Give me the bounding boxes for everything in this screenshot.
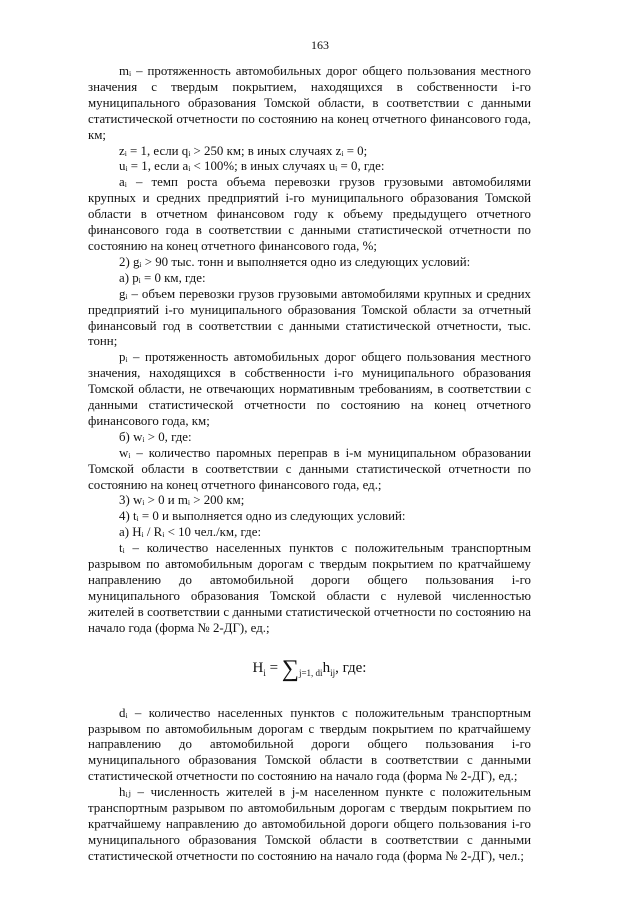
- document-body: [88, 64, 531, 865]
- formula-term: h: [322, 659, 331, 676]
- formula-tail: , где:: [335, 659, 367, 676]
- condition-2: 2) gᵢ > 90 тыс. тонн и выполняется одно из следующих условий:: [119, 254, 471, 269]
- paragraph-zi: zᵢ = 1, если qᵢ > 250 км; в иных случаях zᵢ = 0;: [119, 143, 368, 158]
- paragraph-gi: gᵢ – объем перевозки грузов грузовыми автомобилями крупных и средних предприятий i-го муниципального образования Томской области за отчетный финансовый год в соответствии с данными статистической отчетности, тыс. тонн;: [88, 286, 531, 349]
- paragraph-hij: hᵢⱼ – численность жителей в j-м населенном пункте с положительным транспортным разрывом по автомобильным дорогам с твердым покрытием по кратчайшему направлению до автомобильной дороги общего пользования i-го муниципального образования Томской области в соответствии с данными статистической отчетности по состоянию на начало года (форма № 2-ДГ), чел.;: [88, 785, 531, 863]
- condition-4: 4) tᵢ = 0 и выполняется одно из следующих условий:: [119, 509, 406, 524]
- formula-eq: =: [265, 659, 282, 676]
- formula-hi: [88, 653, 531, 684]
- paragraph-pi: pᵢ – протяженность автомобильных дорог общего пользования местного значения, находящихся в собственности i-го муниципального образования Томской области, не отвечающих нормативным требованиям, в соответствии с данными статистической отчетности по состоянию на конец отчетного финансового года, км;: [88, 350, 531, 428]
- condition-3: 3) wᵢ > 0 и mᵢ > 200 км;: [119, 493, 245, 508]
- paragraph-ti: tᵢ – количество населенных пунктов с положительным транспортным разрывом по автомобильным дорогам с твердым покрытием по кратчайшему направлению до автомобильной дороги общего пользования i-го муниципального образования Томской области с нулевой численностью жителей в соответствии с данными статистической отчетности по состоянию на начало года (форма № 2-ДГ), ед.;: [88, 541, 531, 635]
- formula-lhs: H: [252, 659, 264, 676]
- condition-4a: а) Hᵢ / Rᵢ < 10 чел./км, где:: [119, 525, 262, 540]
- condition-2a: а) pᵢ = 0 км, где:: [119, 270, 206, 285]
- paragraph-wi: wᵢ – количество паромных переправ в i-м муниципальном образовании Томской области в соответствии с данными статистической отчетности по состоянию на конец отчетного финансового года, ед.;: [88, 445, 531, 492]
- formula-term-sub: ij: [330, 667, 336, 678]
- page-number: 163: [311, 38, 329, 52]
- paragraph-mi: mᵢ – протяженность автомобильных дорог общего пользования местного значения с твердым покрытием, находящихся в собственности i-го муниципального образования Томской области, в соответствии с данными статистической отчетности по состоянию на конец отчетного финансового года, км;: [88, 64, 531, 142]
- paragraph-ui: uᵢ = 1, если aᵢ < 100%; в иных случаях uᵢ = 0, где:: [119, 159, 385, 174]
- paragraph-ai: aᵢ – темп роста объема перевозки грузов грузовыми автомобилями крупных и средних предприятий i-го муниципального образования Томской области в отчетном финансовом году к объему предыдущего отчетного финансового года в соответствии с данными статистической отчетности по состоянию на конец отчетного финансового года, %;: [88, 175, 531, 253]
- condition-2b: б) wᵢ > 0, где:: [119, 429, 192, 444]
- formula-sum-sign: ∑: [281, 655, 299, 682]
- formula-sum-sub: j=1, di: [298, 667, 323, 678]
- paragraph-di: dᵢ – количество населенных пунктов с положительным транспортным разрывом по автомобильным дорогам с твердым покрытием по кратчайшему направлению до автомобильной дороги общего пользования i-го муниципального образования Томской области в соответствии с данными статистической отчетности по состоянию на начало года (форма № 2-ДГ), ед.;: [88, 705, 531, 784]
- formula-lhs-sub: i: [263, 667, 266, 678]
